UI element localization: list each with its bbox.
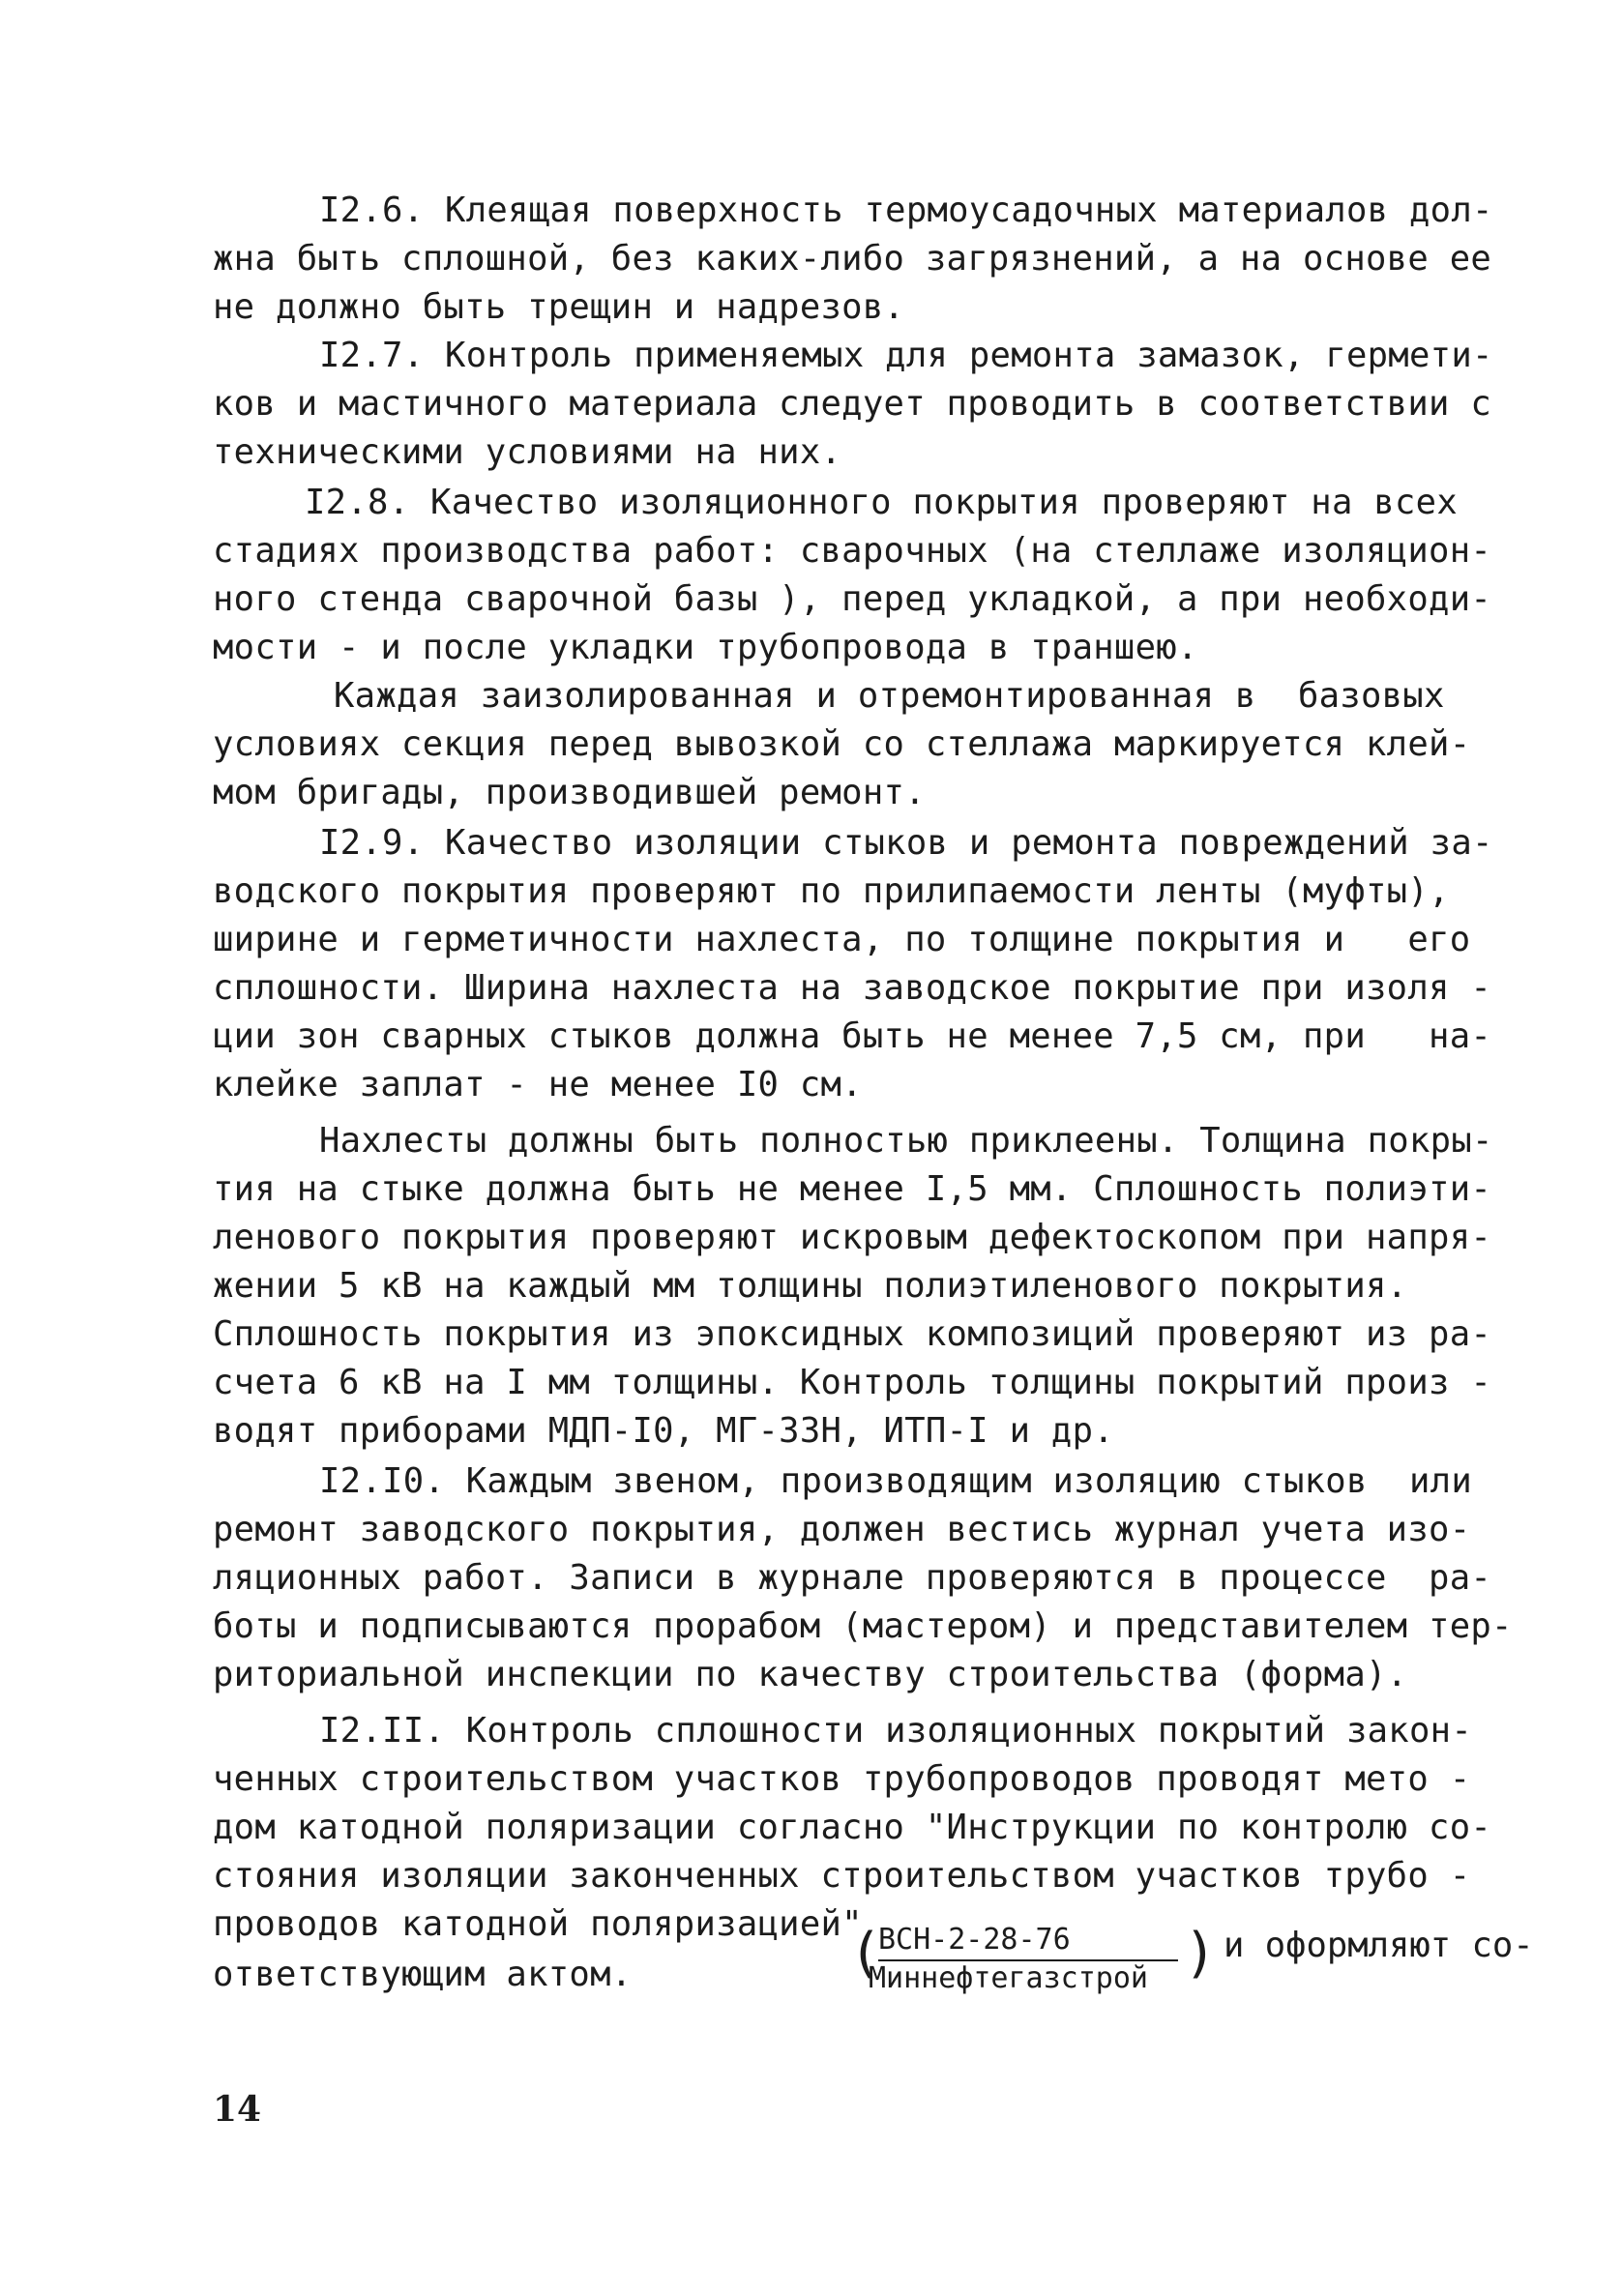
text-line: мости - и после укладки трубопровода в траншею.: [213, 628, 1198, 667]
text-line: I2.8. Качество изоляционного покрытия проверяют на всех: [305, 483, 1459, 522]
close-paren: ): [1184, 1922, 1217, 1985]
text-line: условиях секция перед вывозкой со стеллажа маркируется клей-: [213, 724, 1471, 764]
text-line: клейке заплат - не менее I0 см.: [213, 1065, 863, 1104]
text-line: стояния изоляции законченных строительством участков трубо -: [213, 1856, 1471, 1896]
reference-numerator: ВСН-2-28-76: [878, 1923, 1178, 1961]
text-line: Сплошность покрытия из эпоксидных композиций проверяют из ра-: [213, 1314, 1492, 1354]
text-line: ленового покрытия проверяют искровым дефектоскопом при напря-: [213, 1218, 1492, 1257]
text-line: дом катодной поляризации согласно "Инструкции по контролю со-: [213, 1808, 1492, 1847]
text-line: ков и мастичного материала следует проводить в соответствии с: [213, 384, 1492, 424]
text-line: жении 5 кВ на каждый мм толщины полиэтиленового покрытия.: [213, 1266, 1408, 1306]
text-line: стадиях производства работ: сварочных (на стеллаже изоляцион-: [213, 531, 1492, 571]
text-line: мом бригады, производившей ремонт.: [213, 773, 926, 812]
text-line: боты и подписываются прорабом (мастером) и представителем тер-: [213, 1606, 1513, 1646]
text-line: ляционных работ. Записи в журнале проверяются в процессе ра-: [213, 1558, 1492, 1598]
text-line: ширине и герметичности нахлеста, по толщине покрытия и его: [213, 920, 1471, 959]
text-line: Каждая заизолированная и отремонтированная в базовых: [334, 676, 1445, 716]
text-line: I2.I0. Каждым звеном, производящим изоляцию стыков или: [319, 1461, 1473, 1501]
page-number: 14: [213, 2089, 262, 2130]
text-line: Нахлесты должны быть полностью приклеены. Толщина покры-: [319, 1121, 1493, 1161]
open-paren: (: [849, 1922, 882, 1985]
text-line: ции зон сварных стыков должна быть не менее 7,5 см, при на-: [213, 1016, 1492, 1056]
text-line: ченных строительством участков трубопроводов проводят мето -: [213, 1759, 1471, 1799]
text-line-tail: и оформляют со-: [1224, 1926, 1534, 1965]
text-line: сплошности. Ширина нахлеста на заводское покрытие при изоля -: [213, 968, 1492, 1008]
text-line: ного стенда сварочной базы ), перед укладкой, а при необходи-: [213, 579, 1492, 619]
text-line: не должно быть трещин и надрезов.: [213, 287, 905, 327]
text-line: ответствующим актом.: [213, 1955, 633, 1994]
text-line: I2.6. Клеящая поверхность термоусадочных материалов дол-: [319, 191, 1493, 230]
reference-fraction: [849, 1917, 1217, 2014]
text-line: I2.7. Контроль применяемых для ремонта замазок, гермети-: [319, 336, 1493, 375]
text-line: тия на стыке должна быть не менее I,5 мм. Сплошность полиэти-: [213, 1169, 1492, 1209]
text-line: проводов катодной поляризацией": [213, 1904, 863, 1944]
reference-denominator: Миннефтегазстрой: [869, 1961, 1148, 1995]
text-line: риториальной инспекции по качеству строительства (форма).: [213, 1655, 1408, 1694]
text-line: I2.II. Контроль сплошности изоляционных покрытий закон-: [319, 1711, 1473, 1751]
text-line: I2.9. Качество изоляции стыков и ремонта повреждений за-: [319, 823, 1493, 863]
text-line: водят приборами МДП-I0, МГ-33Н, ИТП-I и др.: [213, 1411, 1114, 1451]
text-line: жна быть сплошной, без каких-либо загрязнений, а на основе ее: [213, 239, 1492, 279]
text-line: ремонт заводского покрытия, должен вестись журнал учета изо-: [213, 1510, 1471, 1549]
text-line: техническими условиями на них.: [213, 432, 842, 472]
text-line: счета 6 кВ на I мм толщины. Контроль толщины покрытий произ -: [213, 1363, 1492, 1402]
text-line: водского покрытия проверяют по прилипаемости ленты (муфты),: [213, 871, 1450, 911]
